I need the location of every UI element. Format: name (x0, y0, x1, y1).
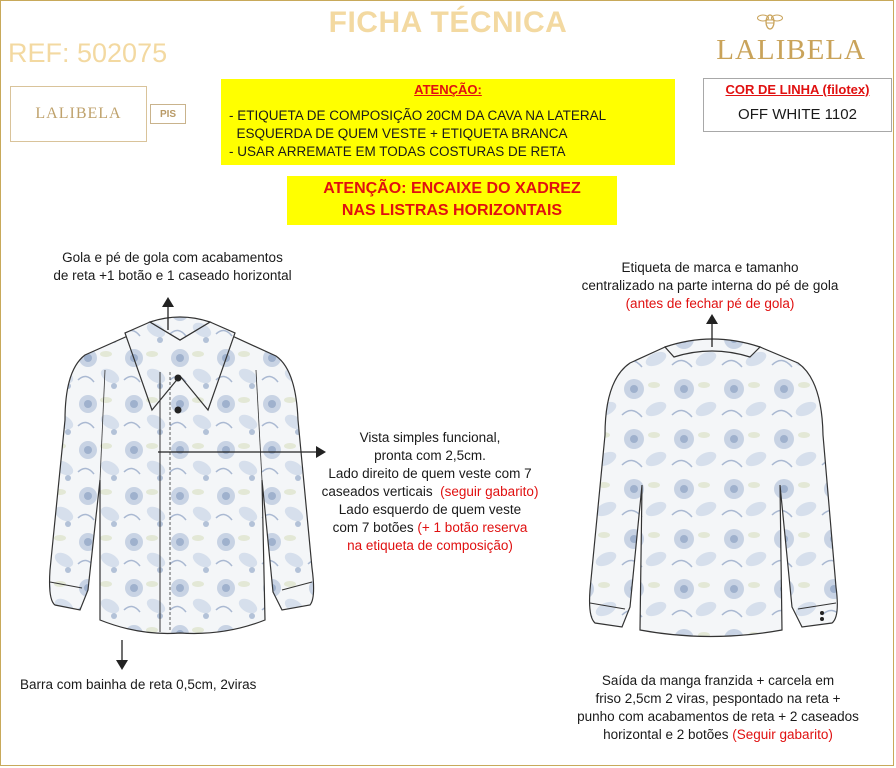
collar-note: Gola e pé de gola com acabamentos de reta +1 botão e 1 caseado horizontal (53, 250, 292, 283)
brand-label-preview: LALIBELA (10, 86, 147, 142)
attention-line: - USAR ARREMATE EM TODAS COSTURAS DE RETA (229, 144, 566, 159)
reference-code: REF: 502075 (8, 38, 168, 68)
pis-tag: PIS (150, 104, 186, 124)
plaid-warning-line: NAS LISTRAS HORIZONTAIS (341, 202, 563, 219)
sheet-title: FICHA TÉCNICA (328, 6, 568, 39)
arrow-up-icon (706, 314, 718, 324)
arrow-up-icon (162, 297, 174, 307)
plaid-warning-line: ATENÇÃO: ENCAIXE DO XADREZ (323, 180, 581, 197)
attention-title: ATENÇÃO: (414, 82, 482, 97)
placket-note: Vista simples funcional, pronta com 2,5cm. Lado direito de quem veste com 7 caseados verticais (seguir gabarito) Lado esquerdo de quem veste com 7 botões (+ 1 botão reserva na etiqueta de composição) (321, 430, 539, 553)
thread-color-value: OFF WHITE 1102 (738, 106, 857, 123)
brand-logo: LALIBELA (716, 34, 866, 66)
brand-label-note: Etiqueta de marca e tamanho centralizado na parte interna do pé de gola (antes de fechar pé de gola) (581, 260, 839, 311)
thread-color-title: COR DE LINHA (filotex) (725, 82, 870, 97)
arrow-down-icon (116, 660, 128, 670)
attention-line: - ETIQUETA DE COMPOSIÇÃO 20CM DA CAVA NA LATERAL (229, 108, 607, 123)
sleeve-note: Saída da manga franzida + carcela em friso 2,5cm 2 viras, pespontado na reta + punho com acabamentos de reta + 2 caseados horizontal e 2 botões (Seguir gabarito) (577, 673, 859, 742)
attention-line: ESQUERDA DE QUEM VESTE + ETIQUETA BRANCA (229, 126, 568, 141)
hem-note: Barra com bainha de reta 0,5cm, 2viras (20, 677, 257, 692)
